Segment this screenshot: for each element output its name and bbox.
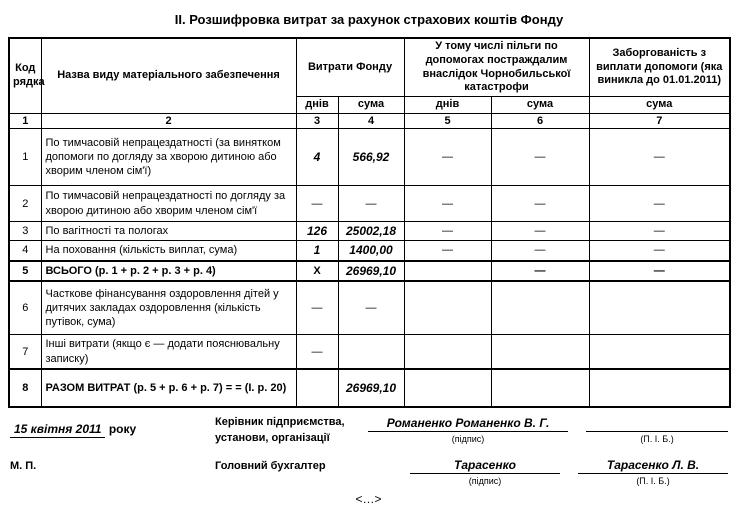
fund-days-cell: — (296, 281, 338, 335)
table-row (9, 129, 730, 186)
mp-label: М. П. (10, 459, 37, 472)
table-row (9, 335, 730, 369)
fund-sum-cell: 566,92 (338, 129, 404, 186)
table-row (9, 222, 730, 241)
chornobyl-days-cell: — (404, 241, 491, 261)
debt-sum-cell: — (589, 129, 730, 186)
accountant-name: Тарасенко Л. В. (578, 458, 728, 474)
expenses-table (8, 37, 731, 408)
header-code: Код рядка (9, 38, 41, 114)
row-code: 7 (9, 335, 41, 369)
row-name: ВСЬОГО (р. 1 + р. 2 + р. 3 + р. 4) (41, 261, 296, 281)
chornobyl-sum-cell (491, 335, 589, 369)
row-name: Інші витрати (якщо є — додати пояснювальну записку) (41, 335, 296, 369)
table-header-row-1 (9, 38, 730, 97)
chornobyl-sum-cell: — (491, 129, 589, 186)
debt-sum-cell (589, 335, 730, 369)
row-name: РАЗОМ ВИТРАТ (р. 5 + р. 6 + р. 7) = = (І. р. 20) (41, 369, 296, 407)
column-numbers-row (9, 114, 730, 129)
director-signature: Романенко Романенко В. Г. (368, 416, 568, 432)
signature-caption: (підпис) (451, 433, 485, 444)
chornobyl-days-cell (404, 281, 491, 335)
chornobyl-sum-cell: — (491, 222, 589, 241)
fund-days-cell: 4 (296, 129, 338, 186)
fund-days-cell: — (296, 186, 338, 222)
row-name: Часткове фінансування оздоровлення дітей у дитячих закладах оздоровлення (кількість путівок, сума) (41, 281, 296, 335)
header-chornobyl-sum: сума (491, 97, 589, 114)
accountant-label: Головний бухгалтер (215, 459, 326, 472)
page-continuation-mark: <…> (355, 491, 382, 506)
fund-days-cell: X (296, 261, 338, 281)
debt-sum-cell: — (589, 241, 730, 261)
header-fund-days: днів (296, 97, 338, 114)
col-number: 6 (491, 114, 589, 129)
chornobyl-sum-cell: — (491, 241, 589, 261)
chornobyl-sum-cell (491, 369, 589, 407)
chornobyl-days-cell: — (404, 129, 491, 186)
fund-sum-cell: 1400,00 (338, 241, 404, 261)
header-fund: Витрати Фонду (296, 38, 404, 97)
row-name: На поховання (кількість виплат, сума) (41, 241, 296, 261)
name-caption: (П. І. Б.) (640, 433, 674, 444)
row-code: 6 (9, 281, 41, 335)
chornobyl-days-cell (404, 335, 491, 369)
fund-sum-cell: — (338, 186, 404, 222)
date-value: 15 квітня 2011 (10, 422, 105, 438)
header-name: Назва виду матеріального забезпечення (41, 38, 296, 114)
row-code: 5 (9, 261, 41, 281)
chornobyl-sum-cell: — (491, 186, 589, 222)
table-row (9, 186, 730, 222)
row-code: 3 (9, 222, 41, 241)
chornobyl-sum-cell: — (491, 261, 589, 281)
header-chornobyl-days: днів (404, 97, 491, 114)
fund-days-cell: 1 (296, 241, 338, 261)
debt-sum-cell: — (589, 186, 730, 222)
debt-sum-cell (589, 281, 730, 335)
row-code: 2 (9, 186, 41, 222)
fund-sum-cell: 26969,10 (338, 261, 404, 281)
col-number: 4 (338, 114, 404, 129)
col-number: 7 (589, 114, 730, 129)
chornobyl-days-cell (404, 369, 491, 407)
fund-days-cell: — (296, 335, 338, 369)
header-fund-sum: сума (338, 97, 404, 114)
chornobyl-days-cell: — (404, 186, 491, 222)
footer (8, 408, 737, 510)
date-suffix: року (105, 421, 137, 436)
table-row (9, 281, 730, 335)
fund-sum-cell (338, 335, 404, 369)
row-code: 1 (9, 129, 41, 186)
signature-caption: (підпис) (468, 475, 502, 486)
header-chornobyl: У тому числі пільги по допомогах постраждалим внаслідок Чорнобильської катастрофи (404, 38, 589, 97)
director-name-blank (586, 416, 728, 432)
fund-sum-cell: — (338, 281, 404, 335)
row-code: 4 (9, 241, 41, 261)
row-name: По тимчасовій непрацездатності (за винятком допомоги по догляду за хворою дитиною або хворим членом сім'ї) (41, 129, 296, 186)
page-title: II. Розшифровка витрат за рахунок страхових коштів Фонду (174, 12, 564, 27)
col-number: 2 (41, 114, 296, 129)
row-name: По тимчасовій непрацездатності по догляду за хворою дитиною або хворим членом сім'ї (41, 186, 296, 222)
table-row (9, 241, 730, 261)
col-number: 5 (404, 114, 491, 129)
chornobyl-days-cell: — (404, 222, 491, 241)
debt-sum-cell: — (589, 261, 730, 281)
table-row-grand-total (9, 369, 730, 407)
debt-sum-cell (589, 369, 730, 407)
col-number: 3 (296, 114, 338, 129)
header-debt-sum: сума (589, 97, 730, 114)
fund-sum-cell: 26969,10 (338, 369, 404, 407)
table-row-total (9, 261, 730, 281)
date-line (10, 422, 136, 436)
fund-sum-cell: 25002,18 (338, 222, 404, 241)
director-label: Керівник підприємства, установи, організації (215, 415, 345, 444)
name-caption: (П. І. Б.) (636, 475, 670, 486)
col-number: 1 (9, 114, 41, 129)
row-code: 8 (9, 369, 41, 407)
header-debt: Заборгованість з виплати допомоги (яка виникла до 01.01.2011) (589, 38, 730, 97)
debt-sum-cell: — (589, 222, 730, 241)
fund-days-cell (296, 369, 338, 407)
chornobyl-sum-cell (491, 281, 589, 335)
row-name: По вагітності та пологах (41, 222, 296, 241)
chornobyl-days-cell (404, 261, 491, 281)
fund-days-cell: 126 (296, 222, 338, 241)
accountant-signature: Тарасенко (410, 458, 560, 474)
